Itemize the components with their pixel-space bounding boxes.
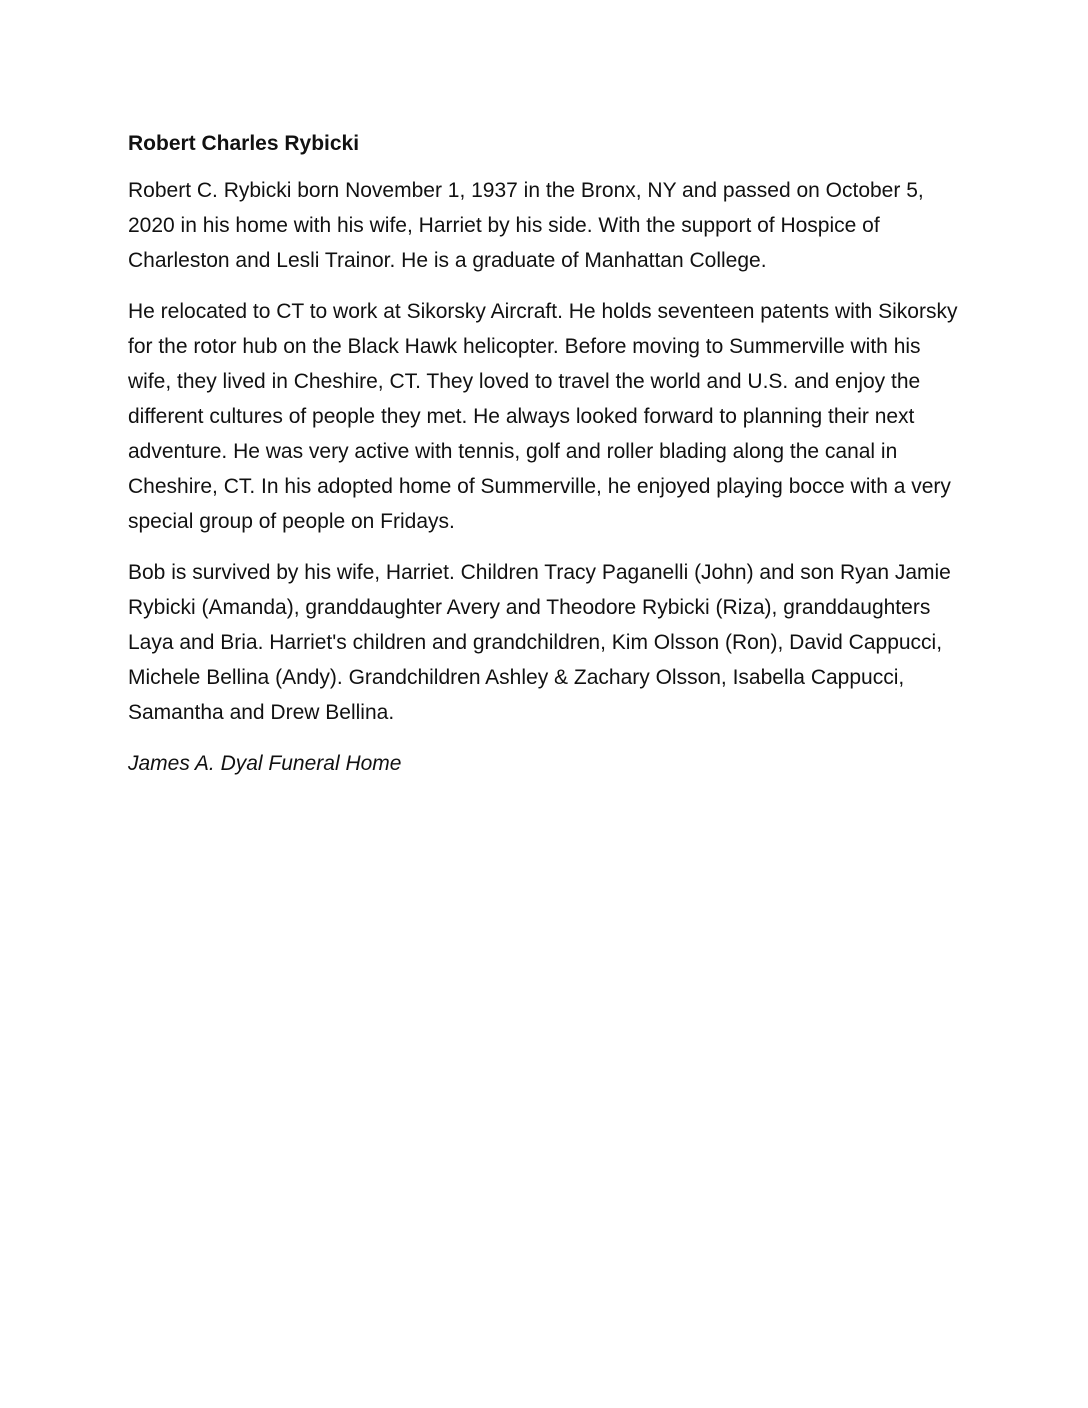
document-title: Robert Charles Rybicki — [128, 132, 360, 155]
document-body — [128, 126, 968, 781]
funeral-home-signature: James A. Dyal Funeral Home — [128, 752, 402, 775]
paragraph-survivors: Bob is survived by his wife, Harriet. Children Tracy Paganelli (John) and son Ryan Jamie Rybicki (Amanda), granddaughter Avery and Theodore Rybicki (Riza), granddaughters Laya and Bria. Harriet's children and grandchildren, Kim Olsson (Ron), David Cappucci, Michele Bellina (Andy). Grandchildren Ashley & Zachary Olsson, Isabella Cappucci, Samantha and Drew Bellina. — [128, 561, 951, 724]
paragraph-birth-and-passing: Robert C. Rybicki born November 1, 1937 in the Bronx, NY and passed on October 5, 2020 in his home with his wife, Harriet by his side. With the support of Hospice of Charleston and Lesli Trainor. He is a graduate of Manhattan College. — [128, 179, 924, 272]
paragraph-career-and-life: He relocated to CT to work at Sikorsky Aircraft. He holds seventeen patents with Sikorsky for the rotor hub on the Black Hawk helicopter. Before moving to Summerville with his wife, they lived in Cheshire, CT. They loved to travel the world and U.S. and enjoy the different cultures of people they met. He always looked forward to planning their next adventure. He was very active with tennis, golf and roller blading along the canal in Cheshire, CT. In his adopted home of Summerville, he enjoyed playing bocce with a very special group of people on Fridays. — [128, 300, 958, 533]
